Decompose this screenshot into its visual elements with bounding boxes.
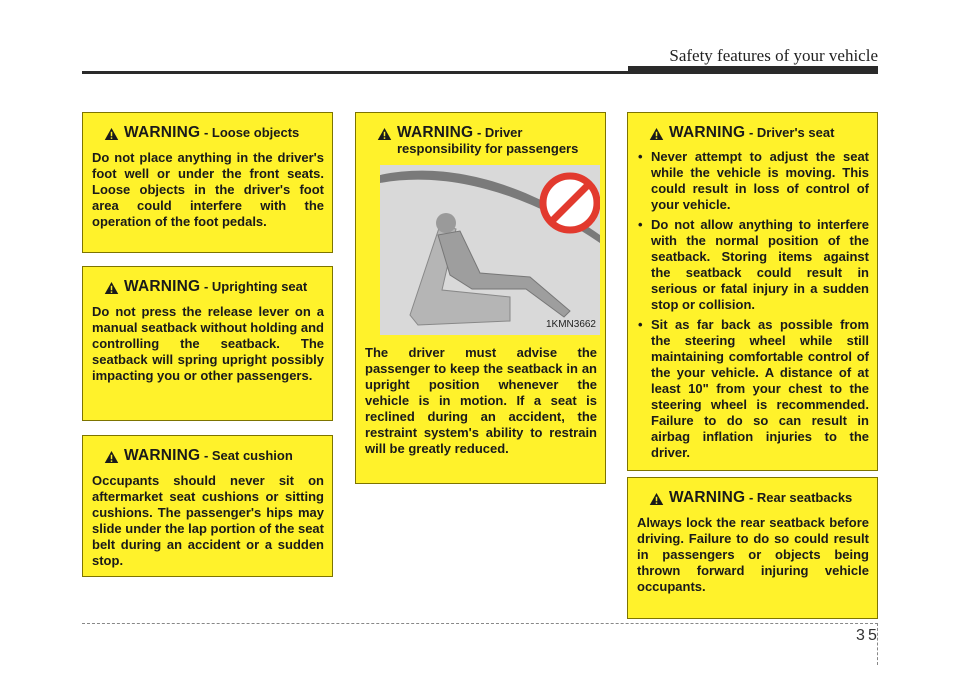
warning-subject: - Loose objects [203,125,300,140]
warning-heading [365,125,597,157]
warning-text: Occupants should never sit on aftermarket seat cushions or sitting cushions. The passenger's hips may slide under the lap portion of the seat belt during an accident or a sudden stop. [92,473,324,568]
warning-triangle-icon [649,127,664,141]
footer-rule [82,623,878,624]
warning-box-drivers-seat [627,112,878,471]
warning-bullet-list [637,149,869,461]
warning-label: WARNING [124,278,201,295]
warning-text: Do not place anything in the driver's foot well or under the front seats. Loose objects in the driver's foot area could interfere with the operation of the foot pedals. [92,150,324,229]
warning-text: Always lock the rear seatback before driving. Failure to do so could result in passengers or objects being thrown forward injuring vehicle occupants. [637,515,869,594]
warning-box-seat-cushion [82,435,333,577]
warning-heading [92,448,324,470]
warning-text: Do not press the release lever on a manual seatback without holding and controlling the seatback. The seatback will spring upright possibly impacting you or other passengers. [92,304,324,383]
warning-heading [92,279,324,301]
warning-label: WARNING [397,124,474,141]
warning-triangle-icon [104,450,119,464]
figure-code: 1KMN3662 [545,319,596,330]
warning-triangle-icon [104,281,119,295]
warning-label: WARNING [669,489,746,506]
warning-subject: - Driver responsibility for passengers [397,125,579,156]
warning-triangle-icon [377,127,392,141]
warning-subject: - Seat cushion [203,448,293,463]
reclined-seat-drawing [380,165,600,335]
warning-box-loose-objects [82,112,333,253]
warning-heading [92,125,324,147]
list-item: • Never attempt to adjust the seat while the vehicle is moving. This could result in loss of control of your vehicle. [637,149,869,213]
reclined-passenger-illustration [380,165,600,335]
page-number-separator [877,623,878,665]
warning-subject: - Driver's seat [748,125,835,140]
warning-heading [637,125,869,147]
warning-subject: - Rear seatbacks [748,490,853,505]
list-item: • Do not allow anything to interfere with the normal position of the seatback. Storing items against the seatback could result in serious or fatal injury in a sudden stop or collision. [637,217,869,313]
chapter-number: 3 [856,627,865,644]
warning-triangle-icon [649,492,664,506]
warning-label: WARNING [669,124,746,141]
warning-subject: - Uprighting seat [203,279,308,294]
warning-label: WARNING [124,124,201,141]
list-item: • Sit as far back as possible from the steering wheel while still maintaining comfortable control of the your vehicle. A distance of at least 10" from your chest to the steering wheel is recommended. Failure to do so can result in airbag inflation injuries to the driver. [637,317,869,461]
mannequin-head [436,213,456,233]
warning-label: WARNING [124,447,201,464]
header-rule [82,71,878,74]
warning-text: The driver must advise the passenger to keep the seatback in an upright position whenever the vehicle is in motion. If a seat is reclined during an accident, the restraint system's ability to restrain will be greatly reduced. [365,345,597,456]
page-header-title: Safety features of your vehicle [669,46,878,65]
warning-box-uprighting-seat [82,266,333,421]
page-number: 5 [868,627,877,644]
warning-box-driver-responsibility [355,112,606,484]
warning-box-rear-seatbacks [627,477,878,619]
warning-heading [637,490,869,512]
warning-triangle-icon [104,127,119,141]
